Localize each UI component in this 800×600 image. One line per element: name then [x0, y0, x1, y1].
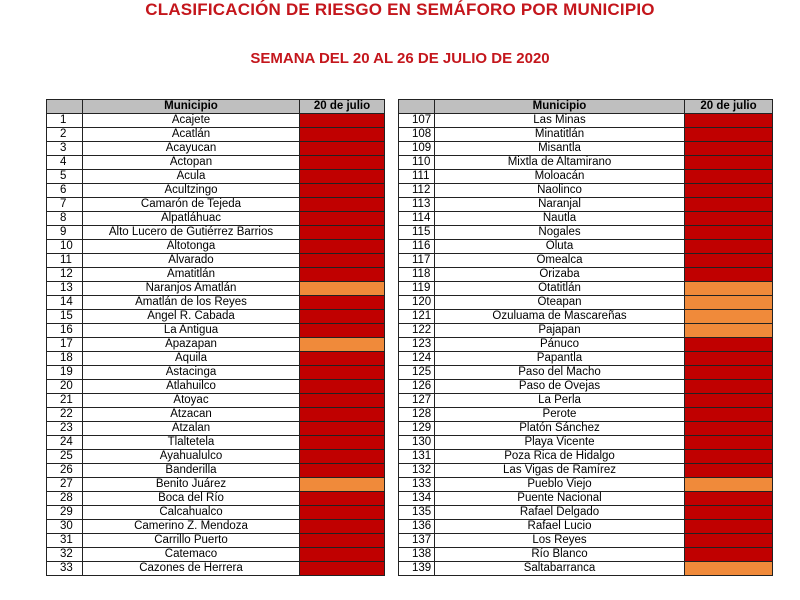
- table-row: [47, 212, 385, 226]
- municipio-name: Ozuluama de Mascareñas: [435, 310, 685, 324]
- row-number: 9: [47, 226, 83, 240]
- municipio-name: Pueblo Viejo: [435, 478, 685, 492]
- table-row: [47, 170, 385, 184]
- municipio-name: Amatitlán: [83, 268, 300, 282]
- municipio-name: Apazapan: [83, 338, 300, 352]
- table-row: [399, 492, 773, 506]
- municipio-name: Acula: [83, 170, 300, 184]
- municipio-name: Atoyac: [83, 394, 300, 408]
- municipio-name: Catemaco: [83, 548, 300, 562]
- table-row: [47, 310, 385, 324]
- risk-status-cell: [300, 156, 385, 170]
- risk-status-cell: [685, 492, 773, 506]
- table-row: [399, 128, 773, 142]
- risk-status-cell: [300, 450, 385, 464]
- municipio-name: Ayahualulco: [83, 450, 300, 464]
- table-row: [399, 268, 773, 282]
- row-number: 136: [399, 520, 435, 534]
- municipio-name: Naranjal: [435, 198, 685, 212]
- row-number: 115: [399, 226, 435, 240]
- table-row: [399, 422, 773, 436]
- table-row: [47, 226, 385, 240]
- risk-status-cell: [685, 436, 773, 450]
- row-number: 5: [47, 170, 83, 184]
- table-row: [47, 506, 385, 520]
- municipio-name: Las Minas: [435, 114, 685, 128]
- row-number: 1: [47, 114, 83, 128]
- risk-status-cell: [685, 184, 773, 198]
- row-number: 21: [47, 394, 83, 408]
- risk-status-cell: [685, 324, 773, 338]
- row-number: 107: [399, 114, 435, 128]
- table-row: [47, 156, 385, 170]
- table-row: [47, 128, 385, 142]
- table-row: [47, 352, 385, 366]
- row-number: 135: [399, 506, 435, 520]
- table-row: [399, 254, 773, 268]
- risk-status-cell: [685, 352, 773, 366]
- risk-status-cell: [300, 226, 385, 240]
- risk-status-cell: [685, 394, 773, 408]
- risk-status-cell: [685, 128, 773, 142]
- municipio-name: Astacinga: [83, 366, 300, 380]
- table-row: [399, 324, 773, 338]
- municipio-name: Camarón de Tejeda: [83, 198, 300, 212]
- municipio-name: Acatlán: [83, 128, 300, 142]
- municipio-name: Rafael Delgado: [435, 506, 685, 520]
- row-number: 119: [399, 282, 435, 296]
- risk-status-cell: [300, 142, 385, 156]
- row-number: 26: [47, 464, 83, 478]
- row-number: 24: [47, 436, 83, 450]
- table-row: [399, 380, 773, 394]
- municipio-name: Río Blanco: [435, 548, 685, 562]
- table-row: [47, 464, 385, 478]
- risk-status-cell: [685, 142, 773, 156]
- risk-status-cell: [300, 394, 385, 408]
- table-row: [47, 422, 385, 436]
- municipio-name: Cazones de Herrera: [83, 562, 300, 576]
- risk-status-cell: [685, 338, 773, 352]
- risk-status-cell: [300, 408, 385, 422]
- row-number: 4: [47, 156, 83, 170]
- table-row: [399, 548, 773, 562]
- table-row: [47, 240, 385, 254]
- table-row: [47, 380, 385, 394]
- risk-status-cell: [685, 562, 773, 576]
- municipio-name: Atzalan: [83, 422, 300, 436]
- municipio-name: Alpatláhuac: [83, 212, 300, 226]
- municipio-name: Oteapan: [435, 296, 685, 310]
- row-number: 132: [399, 464, 435, 478]
- row-number: 19: [47, 366, 83, 380]
- risk-status-cell: [685, 366, 773, 380]
- municipio-name: Acayucan: [83, 142, 300, 156]
- risk-status-cell: [300, 506, 385, 520]
- risk-status-cell: [300, 464, 385, 478]
- row-number: 6: [47, 184, 83, 198]
- municipio-name: Atlahuilco: [83, 380, 300, 394]
- municipio-name: Actopan: [83, 156, 300, 170]
- municipio-name: La Perla: [435, 394, 685, 408]
- row-number: 32: [47, 548, 83, 562]
- row-number: 112: [399, 184, 435, 198]
- row-number: 29: [47, 506, 83, 520]
- risk-status-cell: [685, 534, 773, 548]
- row-number: 120: [399, 296, 435, 310]
- table-row: [399, 156, 773, 170]
- risk-status-cell: [300, 282, 385, 296]
- risk-status-cell: [300, 128, 385, 142]
- table-row: [399, 352, 773, 366]
- row-number: 113: [399, 198, 435, 212]
- row-number: 122: [399, 324, 435, 338]
- page-subtitle: SEMANA DEL 20 AL 26 DE JULIO DE 2020: [250, 50, 550, 67]
- risk-status-cell: [300, 422, 385, 436]
- row-number: 33: [47, 562, 83, 576]
- table-header-row: [399, 100, 773, 114]
- table-row: [399, 450, 773, 464]
- row-number: 3: [47, 142, 83, 156]
- row-number: 18: [47, 352, 83, 366]
- table-row: [47, 114, 385, 128]
- row-number: 28: [47, 492, 83, 506]
- row-number: 15: [47, 310, 83, 324]
- risk-status-cell: [300, 492, 385, 506]
- row-number: 14: [47, 296, 83, 310]
- table-row: [47, 142, 385, 156]
- table-row: [399, 226, 773, 240]
- risk-table-right: [398, 99, 773, 576]
- municipio-name: Banderilla: [83, 464, 300, 478]
- risk-status-cell: [300, 534, 385, 548]
- municipio-name: Acajete: [83, 114, 300, 128]
- table-row: [399, 478, 773, 492]
- row-number: 130: [399, 436, 435, 450]
- risk-status-cell: [300, 310, 385, 324]
- row-number: 11: [47, 254, 83, 268]
- row-number: 138: [399, 548, 435, 562]
- risk-status-cell: [300, 268, 385, 282]
- row-number: 137: [399, 534, 435, 548]
- table-row: [399, 114, 773, 128]
- table-body-right: [399, 114, 773, 576]
- table-row: [47, 338, 385, 352]
- municipio-name: Alto Lucero de Gutiérrez Barrios: [83, 226, 300, 240]
- municipio-name: Moloacán: [435, 170, 685, 184]
- table-row: [399, 212, 773, 226]
- municipio-name: Paso del Macho: [435, 366, 685, 380]
- municipio-name: Angel R. Cabada: [83, 310, 300, 324]
- municipio-name: Saltabarranca: [435, 562, 685, 576]
- row-number: 127: [399, 394, 435, 408]
- table-row: [399, 184, 773, 198]
- risk-status-cell: [685, 254, 773, 268]
- municipio-name: Acultzingo: [83, 184, 300, 198]
- row-number: 111: [399, 170, 435, 184]
- municipio-name: Minatitlán: [435, 128, 685, 142]
- table-row: [47, 198, 385, 212]
- risk-status-cell: [685, 240, 773, 254]
- table-row: [47, 366, 385, 380]
- row-number: 17: [47, 338, 83, 352]
- row-number: 23: [47, 422, 83, 436]
- municipio-name: Boca del Río: [83, 492, 300, 506]
- row-number: 13: [47, 282, 83, 296]
- number-column-header: [47, 100, 83, 114]
- municipio-name: Puente Nacional: [435, 492, 685, 506]
- risk-table-left: [46, 99, 385, 576]
- week-column-header: 20 de julio: [300, 100, 385, 114]
- table-row: [399, 296, 773, 310]
- risk-status-cell: [300, 170, 385, 184]
- table-row: [399, 240, 773, 254]
- municipio-name: Carrillo Puerto: [83, 534, 300, 548]
- municipio-name: Amatlán de los Reyes: [83, 296, 300, 310]
- municipio-name: Poza Rica de Hidalgo: [435, 450, 685, 464]
- risk-status-cell: [685, 114, 773, 128]
- row-number: 118: [399, 268, 435, 282]
- row-number: 110: [399, 156, 435, 170]
- row-number: 126: [399, 380, 435, 394]
- municipio-name: Otatitlán: [435, 282, 685, 296]
- municipio-column-header: Municipio: [83, 100, 300, 114]
- risk-status-cell: [300, 366, 385, 380]
- table-body-left: [47, 114, 385, 576]
- table-row: [47, 268, 385, 282]
- table-row: [47, 324, 385, 338]
- risk-status-cell: [685, 380, 773, 394]
- risk-status-cell: [300, 520, 385, 534]
- risk-status-cell: [685, 282, 773, 296]
- row-number: 117: [399, 254, 435, 268]
- row-number: 114: [399, 212, 435, 226]
- table-row: [399, 464, 773, 478]
- municipio-name: Papantla: [435, 352, 685, 366]
- municipio-name: Pajapan: [435, 324, 685, 338]
- table-row: [47, 548, 385, 562]
- row-number: 124: [399, 352, 435, 366]
- table-row: [399, 534, 773, 548]
- municipio-name: Las Vigas de Ramírez: [435, 464, 685, 478]
- municipio-name: Omealca: [435, 254, 685, 268]
- table-row: [47, 492, 385, 506]
- table-row: [399, 142, 773, 156]
- table-row: [47, 254, 385, 268]
- risk-status-cell: [685, 212, 773, 226]
- row-number: 22: [47, 408, 83, 422]
- table-row: [47, 562, 385, 576]
- risk-status-cell: [300, 240, 385, 254]
- risk-status-cell: [685, 450, 773, 464]
- table-row: [47, 408, 385, 422]
- table-row: [399, 282, 773, 296]
- risk-status-cell: [300, 296, 385, 310]
- table-row: [399, 170, 773, 184]
- risk-status-cell: [685, 226, 773, 240]
- risk-status-cell: [685, 506, 773, 520]
- row-number: 125: [399, 366, 435, 380]
- municipio-column-header: Municipio: [435, 100, 685, 114]
- row-number: 116: [399, 240, 435, 254]
- table-row: [399, 562, 773, 576]
- risk-status-cell: [685, 268, 773, 282]
- row-number: 25: [47, 450, 83, 464]
- row-number: 109: [399, 142, 435, 156]
- municipio-name: Camerino Z. Mendoza: [83, 520, 300, 534]
- risk-status-cell: [300, 478, 385, 492]
- row-number: 139: [399, 562, 435, 576]
- risk-status-cell: [300, 562, 385, 576]
- risk-status-cell: [685, 422, 773, 436]
- municipio-name: Tlaltetela: [83, 436, 300, 450]
- row-number: 27: [47, 478, 83, 492]
- table-row: [47, 520, 385, 534]
- table-row: [399, 408, 773, 422]
- risk-status-cell: [685, 170, 773, 184]
- risk-status-cell: [300, 548, 385, 562]
- municipio-name: Oluta: [435, 240, 685, 254]
- row-number: 20: [47, 380, 83, 394]
- risk-status-cell: [685, 478, 773, 492]
- risk-status-cell: [300, 380, 385, 394]
- municipio-name: Paso de Ovejas: [435, 380, 685, 394]
- risk-status-cell: [300, 324, 385, 338]
- municipio-name: Aquila: [83, 352, 300, 366]
- table-row: [399, 506, 773, 520]
- table-row: [399, 520, 773, 534]
- municipio-name: Alvarado: [83, 254, 300, 268]
- table-header-row: [47, 100, 385, 114]
- table-row: [47, 296, 385, 310]
- municipio-name: Altotonga: [83, 240, 300, 254]
- table-row: [399, 436, 773, 450]
- risk-status-cell: [300, 338, 385, 352]
- row-number: 133: [399, 478, 435, 492]
- municipio-name: Nogales: [435, 226, 685, 240]
- risk-status-cell: [685, 156, 773, 170]
- risk-status-cell: [300, 114, 385, 128]
- page-title: CLASIFICACIÓN DE RIESGO EN SEMÁFORO POR MUNICIPIO: [145, 0, 655, 19]
- table-row: [47, 478, 385, 492]
- row-number: 7: [47, 198, 83, 212]
- row-number: 128: [399, 408, 435, 422]
- risk-status-cell: [685, 198, 773, 212]
- number-column-header: [399, 100, 435, 114]
- row-number: 2: [47, 128, 83, 142]
- table-row: [399, 338, 773, 352]
- municipio-name: Calcahualco: [83, 506, 300, 520]
- row-number: 10: [47, 240, 83, 254]
- municipio-name: Los Reyes: [435, 534, 685, 548]
- risk-status-cell: [300, 198, 385, 212]
- municipio-name: Atzacan: [83, 408, 300, 422]
- municipio-name: Perote: [435, 408, 685, 422]
- municipio-name: Playa Vicente: [435, 436, 685, 450]
- risk-status-cell: [685, 520, 773, 534]
- risk-status-cell: [685, 408, 773, 422]
- row-number: 31: [47, 534, 83, 548]
- row-number: 108: [399, 128, 435, 142]
- row-number: 123: [399, 338, 435, 352]
- table-row: [399, 394, 773, 408]
- risk-status-cell: [300, 184, 385, 198]
- row-number: 16: [47, 324, 83, 338]
- municipio-name: La Antigua: [83, 324, 300, 338]
- row-number: 12: [47, 268, 83, 282]
- table-row: [47, 184, 385, 198]
- row-number: 8: [47, 212, 83, 226]
- municipio-name: Orizaba: [435, 268, 685, 282]
- municipio-name: Misantla: [435, 142, 685, 156]
- row-number: 121: [399, 310, 435, 324]
- risk-status-cell: [685, 310, 773, 324]
- table-row: [47, 450, 385, 464]
- municipio-name: Benito Juárez: [83, 478, 300, 492]
- municipio-name: Naranjos Amatlán: [83, 282, 300, 296]
- row-number: 134: [399, 492, 435, 506]
- table-row: [47, 282, 385, 296]
- table-row: [399, 198, 773, 212]
- table-row: [399, 310, 773, 324]
- municipio-name: Platón Sánchez: [435, 422, 685, 436]
- risk-status-cell: [300, 212, 385, 226]
- table-row: [399, 366, 773, 380]
- municipio-name: Mixtla de Altamirano: [435, 156, 685, 170]
- row-number: 129: [399, 422, 435, 436]
- table-row: [47, 534, 385, 548]
- week-column-header: 20 de julio: [685, 100, 773, 114]
- municipio-name: Nautla: [435, 212, 685, 226]
- risk-status-cell: [300, 352, 385, 366]
- risk-status-cell: [685, 296, 773, 310]
- municipio-name: Rafael Lucio: [435, 520, 685, 534]
- risk-status-cell: [685, 464, 773, 478]
- municipio-name: Naolinco: [435, 184, 685, 198]
- risk-status-cell: [300, 436, 385, 450]
- risk-status-cell: [300, 254, 385, 268]
- table-row: [47, 436, 385, 450]
- risk-status-cell: [685, 548, 773, 562]
- table-row: [47, 394, 385, 408]
- row-number: 30: [47, 520, 83, 534]
- row-number: 131: [399, 450, 435, 464]
- municipio-name: Pánuco: [435, 338, 685, 352]
